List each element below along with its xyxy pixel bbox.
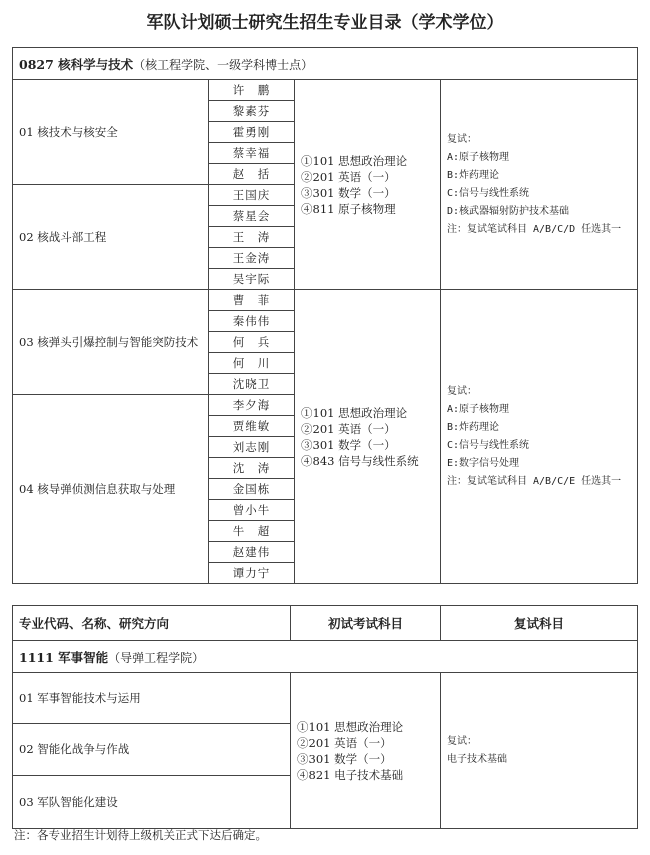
supervisor-name: 刘志刚 — [209, 437, 295, 458]
exam-subjects — [295, 290, 441, 584]
supervisor-name: 黎素芬 — [209, 101, 295, 122]
exam-line: ②201 英语（一） — [297, 735, 392, 750]
retest-line: D:核武器辐射防护技术基础 — [447, 205, 570, 217]
direction-cell: 01 核技术与核安全 — [13, 80, 209, 185]
retest-line: B:炸药理论 — [447, 421, 500, 433]
footnote: 注：各专业招生计划待上级机关正式下达后确定。 — [14, 828, 267, 842]
supervisor-name: 谭力宁 — [209, 563, 295, 584]
major-code-name: 0827 核科学与技术 — [19, 56, 134, 72]
major-code-name: 1111 军事智能 — [19, 649, 109, 665]
supervisor-row — [13, 290, 638, 311]
header-major: 专业代码、名称、研究方向 — [13, 606, 291, 641]
exam-subjects — [291, 673, 441, 829]
supervisor-name: 牛 超 — [209, 521, 295, 542]
retest-line: B:炸药理论 — [447, 169, 500, 181]
exam-subjects — [295, 80, 441, 290]
supervisor-name: 蔡星会 — [209, 206, 295, 227]
exam-line: ③301 数学（一） — [297, 751, 392, 766]
supervisor-name: 蔡幸福 — [209, 143, 295, 164]
supervisor-name: 沈 涛 — [209, 458, 295, 479]
header-exam: 初试考试科目 — [291, 606, 441, 641]
supervisor-name: 王国庆 — [209, 185, 295, 206]
major-header — [13, 48, 638, 80]
supervisor-name: 金国栋 — [209, 479, 295, 500]
direction-cell: 03 军队智能化建设 — [13, 776, 291, 829]
supervisor-name: 李夕海 — [209, 395, 295, 416]
retest-subjects — [441, 80, 638, 290]
catalog-table-military-intelligence — [12, 605, 638, 829]
exam-line: ④821 电子技术基础 — [297, 767, 404, 782]
supervisor-name: 曹 菲 — [209, 290, 295, 311]
major-note: （导弹工程学院） — [108, 650, 205, 665]
supervisor-name: 王金涛 — [209, 248, 295, 269]
supervisor-name: 许 鹏 — [209, 80, 295, 101]
supervisor-name: 赵建伟 — [209, 542, 295, 563]
supervisor-name: 何 川 — [209, 353, 295, 374]
supervisor-name: 吴宇际 — [209, 269, 295, 290]
major-note: （核工程学院、一级学科博士点） — [133, 57, 314, 72]
exam-line: ②201 英语（一） — [301, 169, 396, 184]
supervisor-name: 王 涛 — [209, 227, 295, 248]
retest-line: 复试： — [447, 735, 477, 747]
exam-line: ④811 原子核物理 — [301, 201, 396, 216]
supervisor-name: 何 兵 — [209, 332, 295, 353]
supervisor-name: 曾小牛 — [209, 500, 295, 521]
retest-line: 注：复试笔试科目 A/B/C/D 任选其一 — [447, 223, 622, 235]
retest-line: 电子技术基础 — [447, 753, 507, 765]
retest-line: C:信号与线性系统 — [447, 439, 530, 451]
exam-line: ①101 思想政治理论 — [301, 153, 408, 168]
retest-line: A:原子核物理 — [447, 151, 510, 163]
retest-line: 复试： — [447, 133, 477, 145]
exam-line: ④843 信号与线性系统 — [301, 453, 419, 468]
supervisor-row — [13, 80, 638, 101]
exam-line: ③301 数学（一） — [301, 185, 396, 200]
direction-cell: 03 核弹头引爆控制与智能突防技术 — [13, 290, 209, 395]
direction-cell: 04 核导弹侦测信息获取与处理 — [13, 395, 209, 584]
exam-line: ①101 思想政治理论 — [301, 405, 408, 420]
supervisor-name: 贾维敏 — [209, 416, 295, 437]
exam-line: ①101 思想政治理论 — [297, 719, 404, 734]
retest-line: 注：复试笔试科目 A/B/C/E 任选其一 — [447, 475, 622, 487]
retest-line: A:原子核物理 — [447, 403, 510, 415]
direction-cell: 02 智能化战争与作战 — [13, 724, 291, 776]
supervisor-name: 霍勇刚 — [209, 122, 295, 143]
exam-line: ②201 英语（一） — [301, 421, 396, 436]
supervisor-name: 秦伟伟 — [209, 311, 295, 332]
exam-line: ③301 数学（一） — [301, 437, 396, 452]
retest-subjects — [441, 290, 638, 584]
header-retest: 复试科目 — [441, 606, 638, 641]
direction-cell: 02 核战斗部工程 — [13, 185, 209, 290]
major-header — [13, 641, 638, 673]
catalog-table-nuclear — [12, 47, 638, 584]
retest-line: 复试： — [447, 385, 477, 397]
direction-cell: 01 军事智能技术与运用 — [13, 673, 291, 724]
retest-line: E:数字信号处理 — [447, 457, 520, 469]
retest-line: C:信号与线性系统 — [447, 187, 530, 199]
retest-subjects — [441, 673, 638, 829]
supervisor-name: 赵 括 — [209, 164, 295, 185]
supervisor-name: 沈晓卫 — [209, 374, 295, 395]
page-title: 军队计划硕士研究生招生专业目录（学术学位） — [146, 13, 504, 33]
